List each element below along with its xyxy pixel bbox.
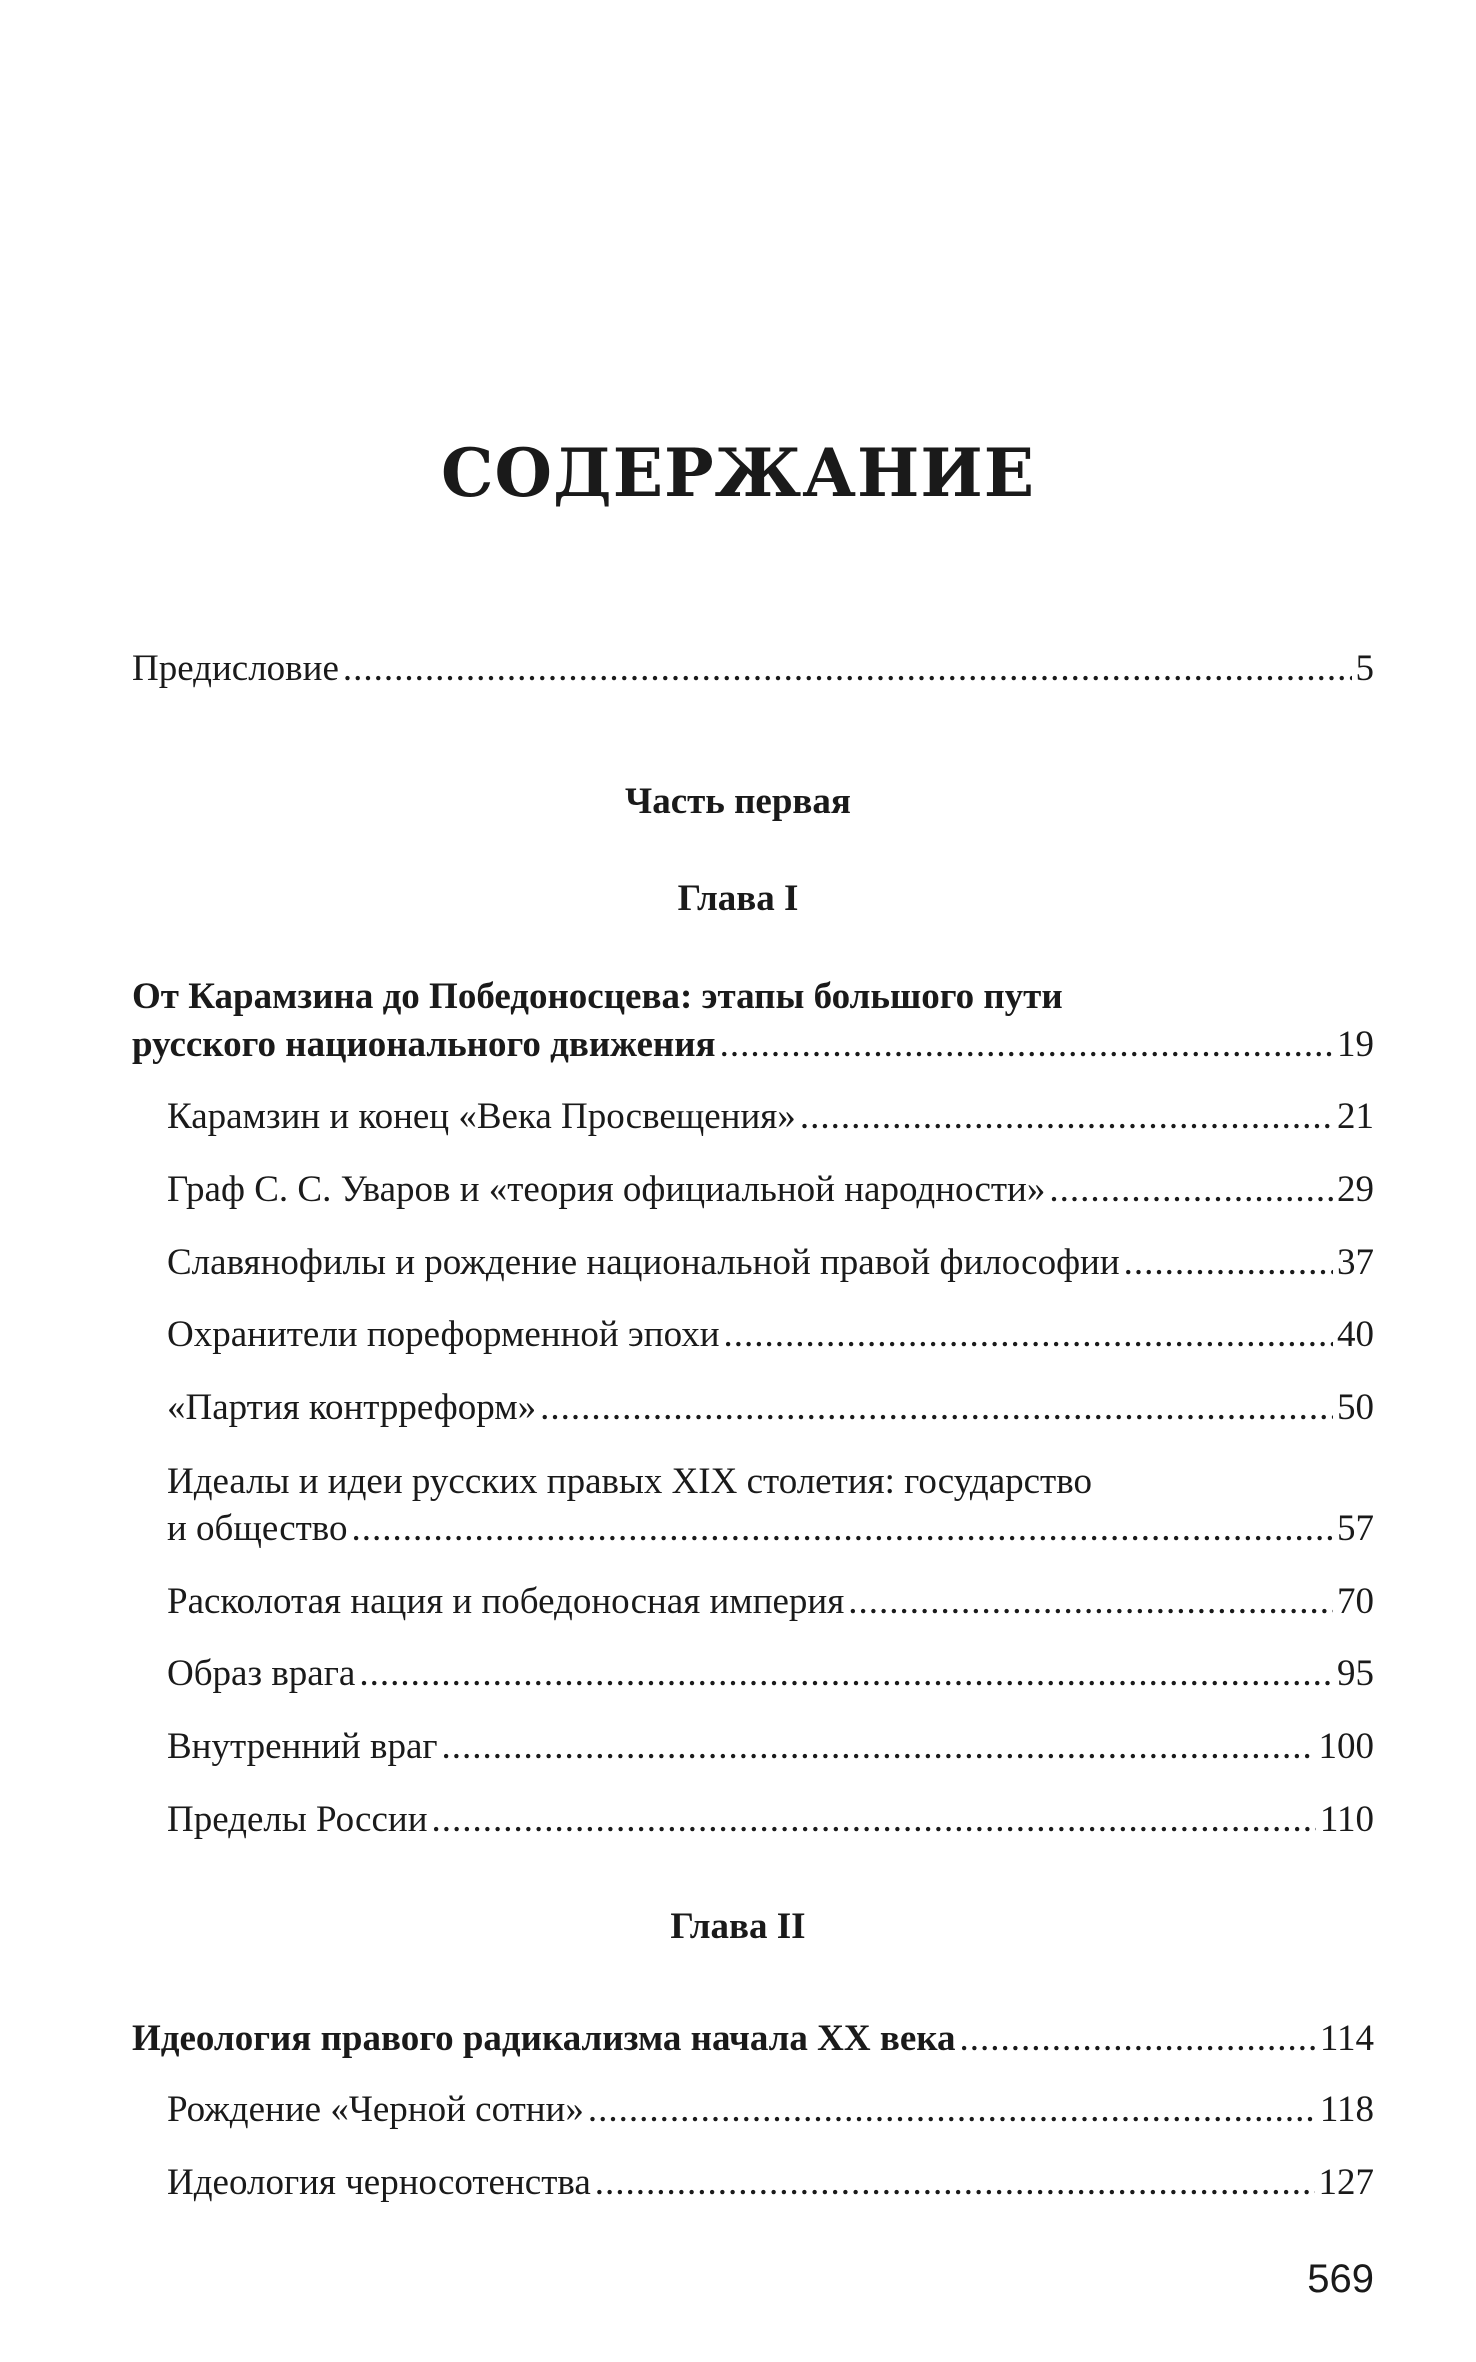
toc-entry-label: Граф С. С. Уваров и «теория официальной народности» [167,1169,1046,1210]
toc-page-number: 57 [1337,1508,1374,1549]
page-title: СОДЕРЖАНИЕ [440,434,1035,512]
toc-entry-label: Карамзин и конец «Века Просвещения» [167,1096,796,1137]
toc-page-number: 37 [1337,1242,1374,1283]
chapter-heading-1: Глава I [677,878,799,919]
toc-entry-label: Расколотая нация и победоносная империя [167,1581,845,1622]
dot-leader [720,1022,1333,1068]
toc-entry-label: Рождение «Черной сотни» [167,2089,584,2130]
dot-leader [359,1651,1333,1697]
dot-leader [595,2160,1315,2206]
toc-entry-label: Предисловие [132,648,339,689]
toc-entry-label-line1: Идеалы и идеи русских правых XIX столетия: государство [167,1461,1092,1502]
toc-page-number: 114 [1319,2018,1374,2059]
toc-entry-label: Охранители пореформенной эпохи [167,1314,720,1355]
toc-entry-label: Идеология правого радикализма начала XX века [132,2018,956,2059]
toc-page-number: 110 [1319,1799,1374,1840]
dot-leader [724,1312,1334,1358]
toc-entry-chapter-1[interactable] [132,1022,1374,1068]
toc-entry-label: Пределы России [167,1799,428,1840]
chapter-title-1-line1: От Карамзина до Победоносцева: этапы большого пути [132,976,1063,1017]
toc-page-number: 19 [1337,1024,1374,1065]
toc-page-number: 5 [1355,648,1374,689]
toc-entry-label: Идеология черносотенства [167,2162,591,2203]
toc-entry[interactable] [167,2160,1374,2206]
toc-entry[interactable] [167,1651,1374,1697]
toc-entry[interactable] [167,1579,1374,1625]
toc-page-number: 95 [1337,1653,1374,1694]
part-heading: Часть первая [625,781,851,822]
toc-entry-label: русского национального движения [132,1024,716,1065]
dot-leader [432,1797,1316,1843]
dot-leader [352,1506,1333,1552]
dot-leader [540,1385,1333,1431]
toc-entry[interactable] [167,1797,1374,1843]
toc-entry[interactable] [167,1506,1374,1552]
dot-leader [800,1094,1333,1140]
toc-page-number: 127 [1318,2162,1374,2203]
dot-leader [848,1579,1333,1625]
toc-entry[interactable] [167,2087,1374,2133]
dot-leader [960,2016,1316,2062]
toc-page-number: 21 [1337,1096,1374,1137]
dot-leader [343,646,1352,692]
toc-page-number: 29 [1337,1169,1374,1210]
toc-entry-label: Славянофилы и рождение национальной правой философии [167,1242,1120,1283]
toc-entry-label: «Партия контрреформ» [167,1387,537,1428]
toc-page-number: 50 [1337,1387,1374,1428]
toc-page-number: 118 [1319,2089,1374,2130]
dot-leader [588,2087,1316,2133]
toc-entry[interactable] [167,1385,1374,1431]
page-number: 569 [1307,2257,1374,2301]
toc-entry-label: Образ врага [167,1653,356,1694]
toc-entry[interactable] [167,1167,1374,1213]
toc-entry-preface[interactable] [132,646,1374,692]
dot-leader [1049,1167,1333,1213]
dot-leader [1124,1240,1333,1286]
toc-entry-label: Внутренний враг [167,1726,438,1767]
toc-entry[interactable] [167,1312,1374,1358]
dot-leader [442,1724,1315,1770]
toc-entry[interactable] [167,1724,1374,1770]
chapter-heading-2: Глава II [670,1906,806,1947]
toc-page-number: 100 [1318,1726,1374,1767]
toc-entry-label: и общество [167,1508,348,1549]
toc-entry[interactable] [167,1094,1374,1140]
toc-page-number: 40 [1337,1314,1374,1355]
toc-entry-chapter-2[interactable] [132,2016,1374,2062]
toc-entry[interactable] [167,1240,1374,1286]
toc-page-number: 70 [1337,1581,1374,1622]
